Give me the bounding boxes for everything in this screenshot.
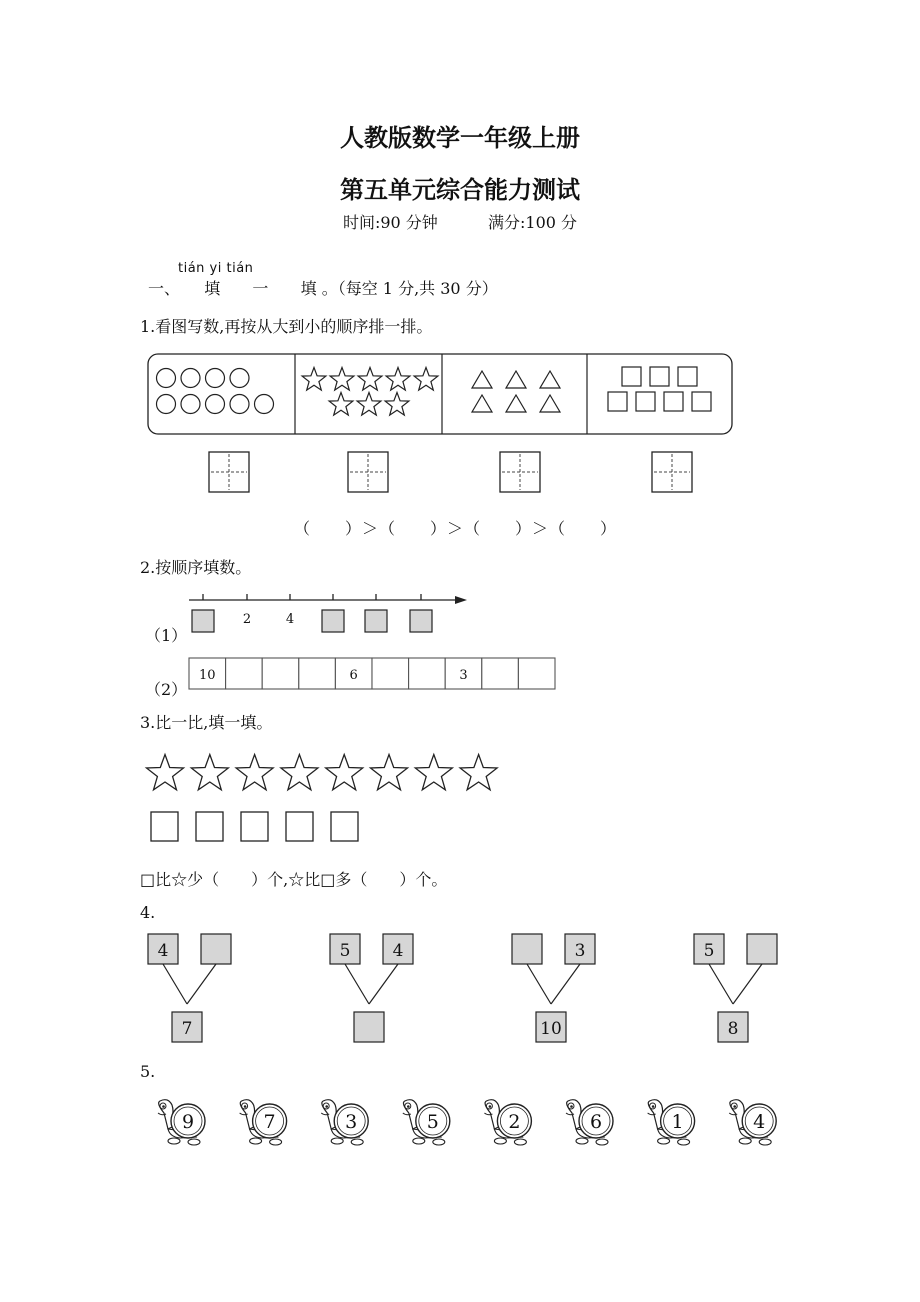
turtle-pupil: [652, 1105, 655, 1108]
number-strip-cell: [335, 658, 372, 689]
turtle: [403, 1100, 450, 1145]
bond-line: [187, 964, 216, 1004]
circle-shape: [157, 369, 176, 388]
section-word-2: 一: [252, 279, 269, 298]
section-word-1: 填: [204, 279, 221, 298]
number-strip-cell: [518, 658, 555, 689]
q2-part-2-label: （2）: [145, 680, 188, 699]
q1-picture-panel: [140, 350, 740, 445]
turtle-number: 5: [426, 1111, 439, 1133]
q2-number-strip: [188, 656, 560, 692]
number-strip-cell: [445, 658, 482, 689]
section-number: 一、: [148, 279, 181, 298]
circle-shape: [230, 395, 249, 414]
turtle-pupil: [489, 1105, 492, 1108]
square-shape: [331, 812, 358, 841]
turtle-foot: [759, 1139, 771, 1145]
star-shape: [281, 755, 318, 790]
strip-cell-frame: [299, 658, 336, 689]
turtle-number: 2: [508, 1111, 521, 1133]
turtle: [566, 1100, 613, 1145]
circle-shape: [230, 369, 249, 388]
square-shape: [664, 392, 683, 411]
strip-cell-frame: [226, 658, 263, 689]
bond-right-part: [747, 934, 777, 964]
bond-total-value: 8: [727, 1019, 739, 1039]
star-shape: [371, 755, 408, 790]
q1-answer-box: [348, 452, 388, 492]
strip-cell-value: 6: [349, 668, 358, 683]
section-heading: [148, 276, 498, 299]
square-shape: [196, 812, 223, 841]
section-word-3: 填: [300, 279, 317, 298]
square-shape: [622, 367, 641, 386]
circle-shape: [181, 369, 200, 388]
number-line-blank-box: [322, 610, 344, 632]
bond-left-part-box: [512, 934, 542, 964]
number-line-blank-box: [365, 610, 387, 632]
number-strip-cell: [262, 658, 299, 689]
question-4-prompt: 4.: [140, 903, 156, 922]
turtle-foot: [658, 1138, 670, 1144]
triangle-shape: [506, 395, 526, 412]
bond-right-part: [565, 934, 595, 964]
star-shape: [460, 755, 497, 790]
bond-left-part: [512, 934, 542, 964]
strip-cell-frame: [262, 658, 299, 689]
number-line-label: 4: [285, 612, 295, 627]
star-shape: [358, 368, 382, 391]
turtle: [648, 1100, 695, 1145]
square-shape: [650, 367, 669, 386]
number-bond: [330, 934, 413, 1042]
turtle-foot: [596, 1139, 608, 1145]
turtle-foot: [739, 1138, 751, 1144]
triangle-shape: [540, 395, 560, 412]
time-label: 时间:90 分钟: [342, 213, 438, 232]
strip-cell-frame: [482, 658, 519, 689]
number-strip-cell: [372, 658, 409, 689]
bond-total: [354, 1012, 384, 1042]
bond-right-part: [383, 934, 413, 964]
turtle-pupil: [244, 1105, 247, 1108]
q1-answer-boxes: [200, 448, 720, 500]
q4-number-bonds: [140, 930, 800, 1050]
square-shape: [678, 367, 697, 386]
square-shape: [151, 812, 178, 841]
triangle-shape: [472, 395, 492, 412]
star-shape: [236, 755, 273, 790]
turtle: [484, 1100, 531, 1145]
q1-answer-box: [652, 452, 692, 492]
q1-answer-box: [500, 452, 540, 492]
bond-total-value: 10: [540, 1019, 562, 1039]
turtle-foot: [514, 1139, 526, 1145]
bond-line: [345, 964, 369, 1004]
number-strip-cell: [409, 658, 446, 689]
q3-comparison-picture: [140, 750, 510, 850]
strip-cell-frame: [372, 658, 409, 689]
star-shape: [147, 755, 184, 790]
star-shape: [330, 368, 354, 391]
number-bond: [694, 934, 777, 1042]
bond-right-part-value: 3: [574, 941, 586, 961]
square-shape: [608, 392, 627, 411]
number-line-label: 2: [242, 612, 252, 627]
turtle: [240, 1100, 287, 1145]
bond-line: [369, 964, 398, 1004]
q1-order-line: （ ）＞（ ）＞（ ）＞（ ）: [294, 519, 618, 538]
page-subtitle: 第五单元综合能力测试: [340, 175, 580, 204]
number-line-arrow: [455, 596, 467, 604]
circle-shape: [181, 395, 200, 414]
number-line-blank-box: [410, 610, 432, 632]
bond-line: [733, 964, 762, 1004]
turtle-foot: [331, 1138, 343, 1144]
turtle-pupil: [733, 1105, 736, 1108]
strip-cell-value: 3: [459, 668, 468, 683]
question-5-prompt: 5.: [140, 1062, 156, 1081]
number-strip-cell: [226, 658, 263, 689]
bond-total-box: [354, 1012, 384, 1042]
strip-cell-frame: [518, 658, 555, 689]
star-shape: [415, 755, 452, 790]
bond-total: [536, 1012, 566, 1042]
q1-panel-frame: [148, 354, 732, 434]
q2-number-line: [185, 590, 475, 640]
strip-cell-frame: [409, 658, 446, 689]
section-pinyin: tián yi tián: [178, 261, 254, 276]
turtle-foot: [433, 1139, 445, 1145]
star-shape: [414, 368, 438, 391]
turtle-number: 9: [181, 1111, 195, 1133]
number-line-blank-box: [192, 610, 214, 632]
circle-shape: [206, 369, 225, 388]
square-shape: [286, 812, 313, 841]
q3-answer-sentence: □比☆少（ ）个,☆比□多（ ）个。: [140, 870, 448, 889]
bond-left-part: [148, 934, 178, 964]
bond-right-part: [201, 934, 231, 964]
turtle-foot: [413, 1138, 425, 1144]
turtle-foot: [494, 1138, 506, 1144]
bond-total-value: 7: [181, 1019, 193, 1039]
bond-left-part: [330, 934, 360, 964]
turtle-pupil: [325, 1105, 328, 1108]
number-bond: [148, 934, 231, 1042]
triangle-shape: [506, 371, 526, 388]
bond-left-part-value: 5: [339, 941, 351, 961]
bond-left-part-value: 4: [157, 941, 169, 961]
score-label: 满分:100 分: [488, 213, 578, 232]
turtle-foot: [188, 1139, 200, 1145]
star-shape: [329, 393, 353, 416]
circle-shape: [157, 395, 176, 414]
bond-line: [709, 964, 733, 1004]
bond-total: [172, 1012, 202, 1042]
square-shape: [692, 392, 711, 411]
page-title: 人教版数学一年级上册: [340, 123, 580, 152]
turtle-foot: [351, 1139, 363, 1145]
number-strip-cell: [189, 658, 226, 689]
turtle-foot: [168, 1138, 180, 1144]
bond-total: [718, 1012, 748, 1042]
turtle-foot: [678, 1139, 690, 1145]
square-shape: [241, 812, 268, 841]
number-strip-cell: [299, 658, 336, 689]
turtle-pupil: [407, 1105, 410, 1108]
bond-right-part-box: [201, 934, 231, 964]
turtle-foot: [250, 1138, 262, 1144]
question-3-prompt: 3.比一比,填一填。: [140, 713, 273, 732]
star-shape: [191, 755, 228, 790]
turtle-number: 7: [263, 1111, 276, 1133]
bond-right-part-box: [747, 934, 777, 964]
triangle-shape: [472, 371, 492, 388]
triangle-shape: [540, 371, 560, 388]
bond-line: [551, 964, 580, 1004]
circle-shape: [255, 395, 274, 414]
square-shape: [636, 392, 655, 411]
star-shape: [385, 393, 409, 416]
turtle-pupil: [570, 1105, 573, 1108]
turtle-foot: [270, 1139, 282, 1145]
strip-cell-value: 10: [199, 668, 216, 683]
turtle: [729, 1100, 776, 1145]
number-bond: [512, 934, 595, 1042]
section-scoring: 。（每空 1 分,共 30 分）: [321, 279, 498, 298]
bond-left-part-value: 5: [703, 941, 715, 961]
q5-turtles: [140, 1095, 800, 1155]
question-1-prompt: 1.看图写数,再按从大到小的顺序排一排。: [140, 317, 433, 336]
turtle-foot: [576, 1138, 588, 1144]
star-shape: [357, 393, 381, 416]
star-shape: [302, 368, 326, 391]
star-shape: [386, 368, 410, 391]
turtle-number: 4: [753, 1111, 766, 1133]
bond-line: [527, 964, 551, 1004]
bond-line: [163, 964, 187, 1004]
bond-left-part: [694, 934, 724, 964]
turtle-number: 1: [671, 1111, 684, 1133]
turtle: [158, 1100, 205, 1145]
q2-part-1-label: （1）: [145, 626, 188, 645]
turtle-pupil: [162, 1105, 165, 1108]
number-strip-cell: [482, 658, 519, 689]
question-2-prompt: 2.按顺序填数。: [140, 558, 252, 577]
q1-answer-box: [209, 452, 249, 492]
circle-shape: [206, 395, 225, 414]
turtle-number: 6: [589, 1111, 603, 1133]
exam-meta: [0, 210, 920, 233]
bond-right-part-value: 4: [392, 941, 404, 961]
star-shape: [326, 755, 363, 790]
turtle-number: 3: [345, 1111, 358, 1133]
turtle: [321, 1100, 368, 1145]
